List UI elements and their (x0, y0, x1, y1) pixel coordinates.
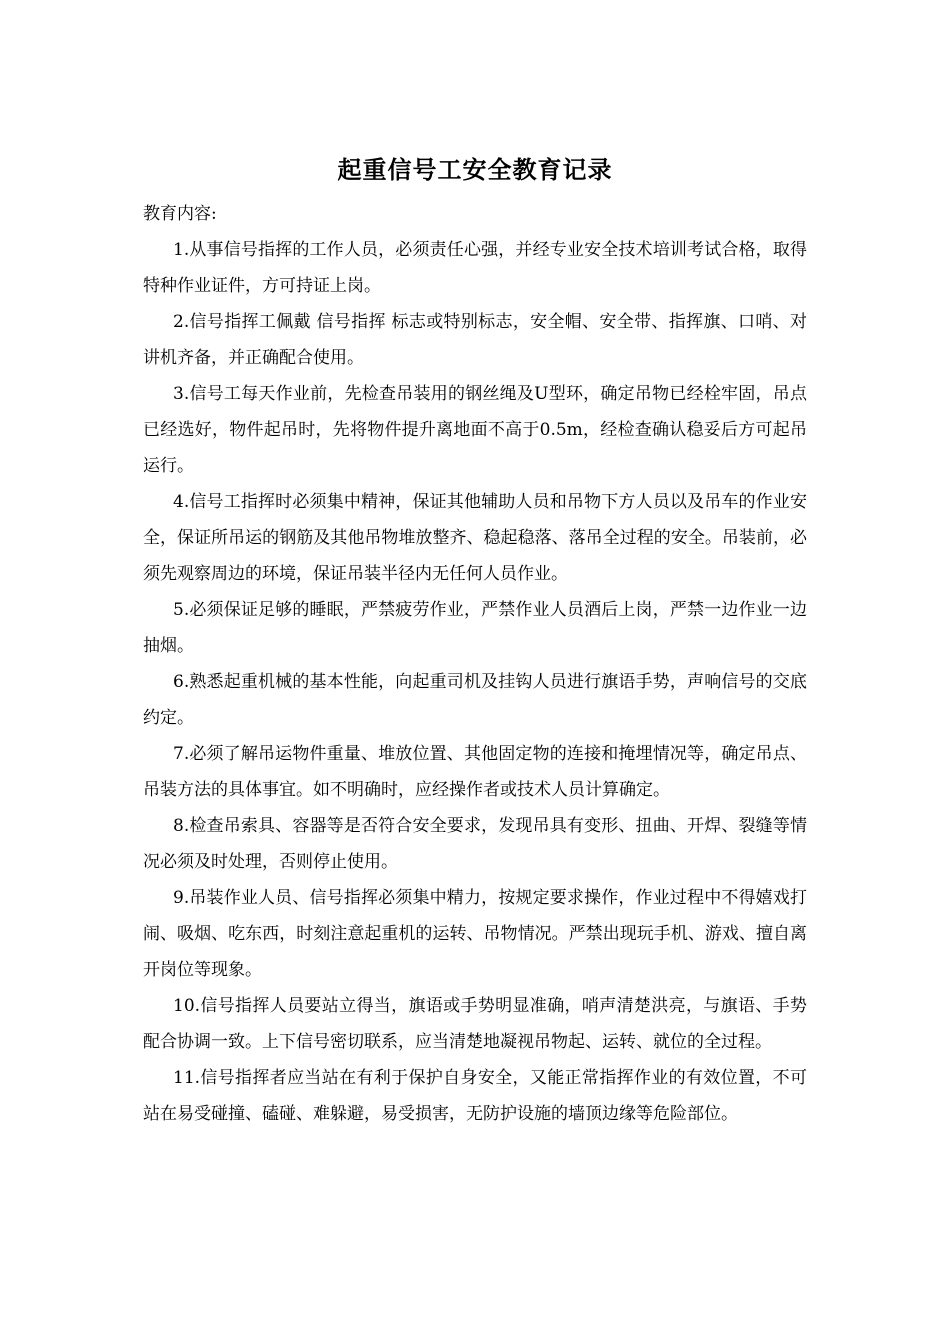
rule-item-8: 8.检查吊索具、容器等是否符合安全要求，发现吊具有变形、扭曲、开焊、裂缝等情况必须及时处理，否则停止使用。 (143, 816, 807, 872)
rule-item-10: 10.信号指挥人员要站立得当，旗语或手势明显准确，哨声清楚洪亮，与旗语、手势配合协调一致。上下信号密切联系，应当清楚地凝视吊物起、运转、就位的全过程。 (143, 996, 807, 1052)
rule-item-1: 1.从事信号指挥的工作人员，必须责任心强，并经专业安全技术培训考试合格，取得特种作业证件，方可持证上岗。 (143, 240, 807, 296)
rule-item-5: 5.必须保证足够的睡眠，严禁疲劳作业，严禁作业人员酒后上岗，严禁一边作业一边抽烟。 (143, 600, 807, 656)
rule-item-11: 11.信号指挥者应当站在有利于保护自身安全，又能正常指挥作业的有效位置，不可站在易受碰撞、磕碰、难躲避，易受损害，无防护设施的墙顶边缘等危险部位。 (143, 1068, 807, 1124)
rule-item-4: 4.信号工指挥时必须集中精神，保证其他辅助人员和吊物下方人员以及吊车的作业安全，保证所吊运的钢筋及其他吊物堆放整齐、稳起稳落、落吊全过程的安全。吊装前，必须先观察周边的环境，保证吊装半径内无任何人员作业。 (143, 492, 807, 584)
rule-item-3: 3.信号工每天作业前，先检查吊装用的钢丝绳及U型环，确定吊物已经栓牢固，吊点已经选好，物件起吊时，先将物件提升离地面不高于0.5m，经检查确认稳妥后方可起吊运行。 (143, 384, 807, 476)
education-content-label: 教育内容: (143, 204, 217, 224)
rule-item-9: 9.吊装作业人员、信号指挥必须集中精力，按规定要求操作，作业过程中不得嬉戏打闹、吸烟、吃东西，时刻注意起重机的运转、吊物情况。严禁出现玩手机、游戏、擅自离开岗位等现象。 (143, 888, 807, 980)
document-title: 起重信号工安全教育记录 (337, 156, 613, 184)
rule-item-7: 7.必须了解吊运物件重量、堆放位置、其他固定物的连接和掩埋情况等，确定吊点、吊装方法的具体事宜。如不明确时，应经操作者或技术人员计算确定。 (143, 744, 807, 800)
rule-item-2: 2.信号指挥工佩戴 信号指挥 标志或特别标志，安全帽、安全带、指挥旗、口哨、对讲机齐备，并正确配合使用。 (143, 312, 807, 368)
document-body (143, 196, 807, 1132)
rule-item-6: 6.熟悉起重机械的基本性能，向起重司机及挂钩人员进行旗语手势，声响信号的交底约定。 (143, 672, 807, 728)
